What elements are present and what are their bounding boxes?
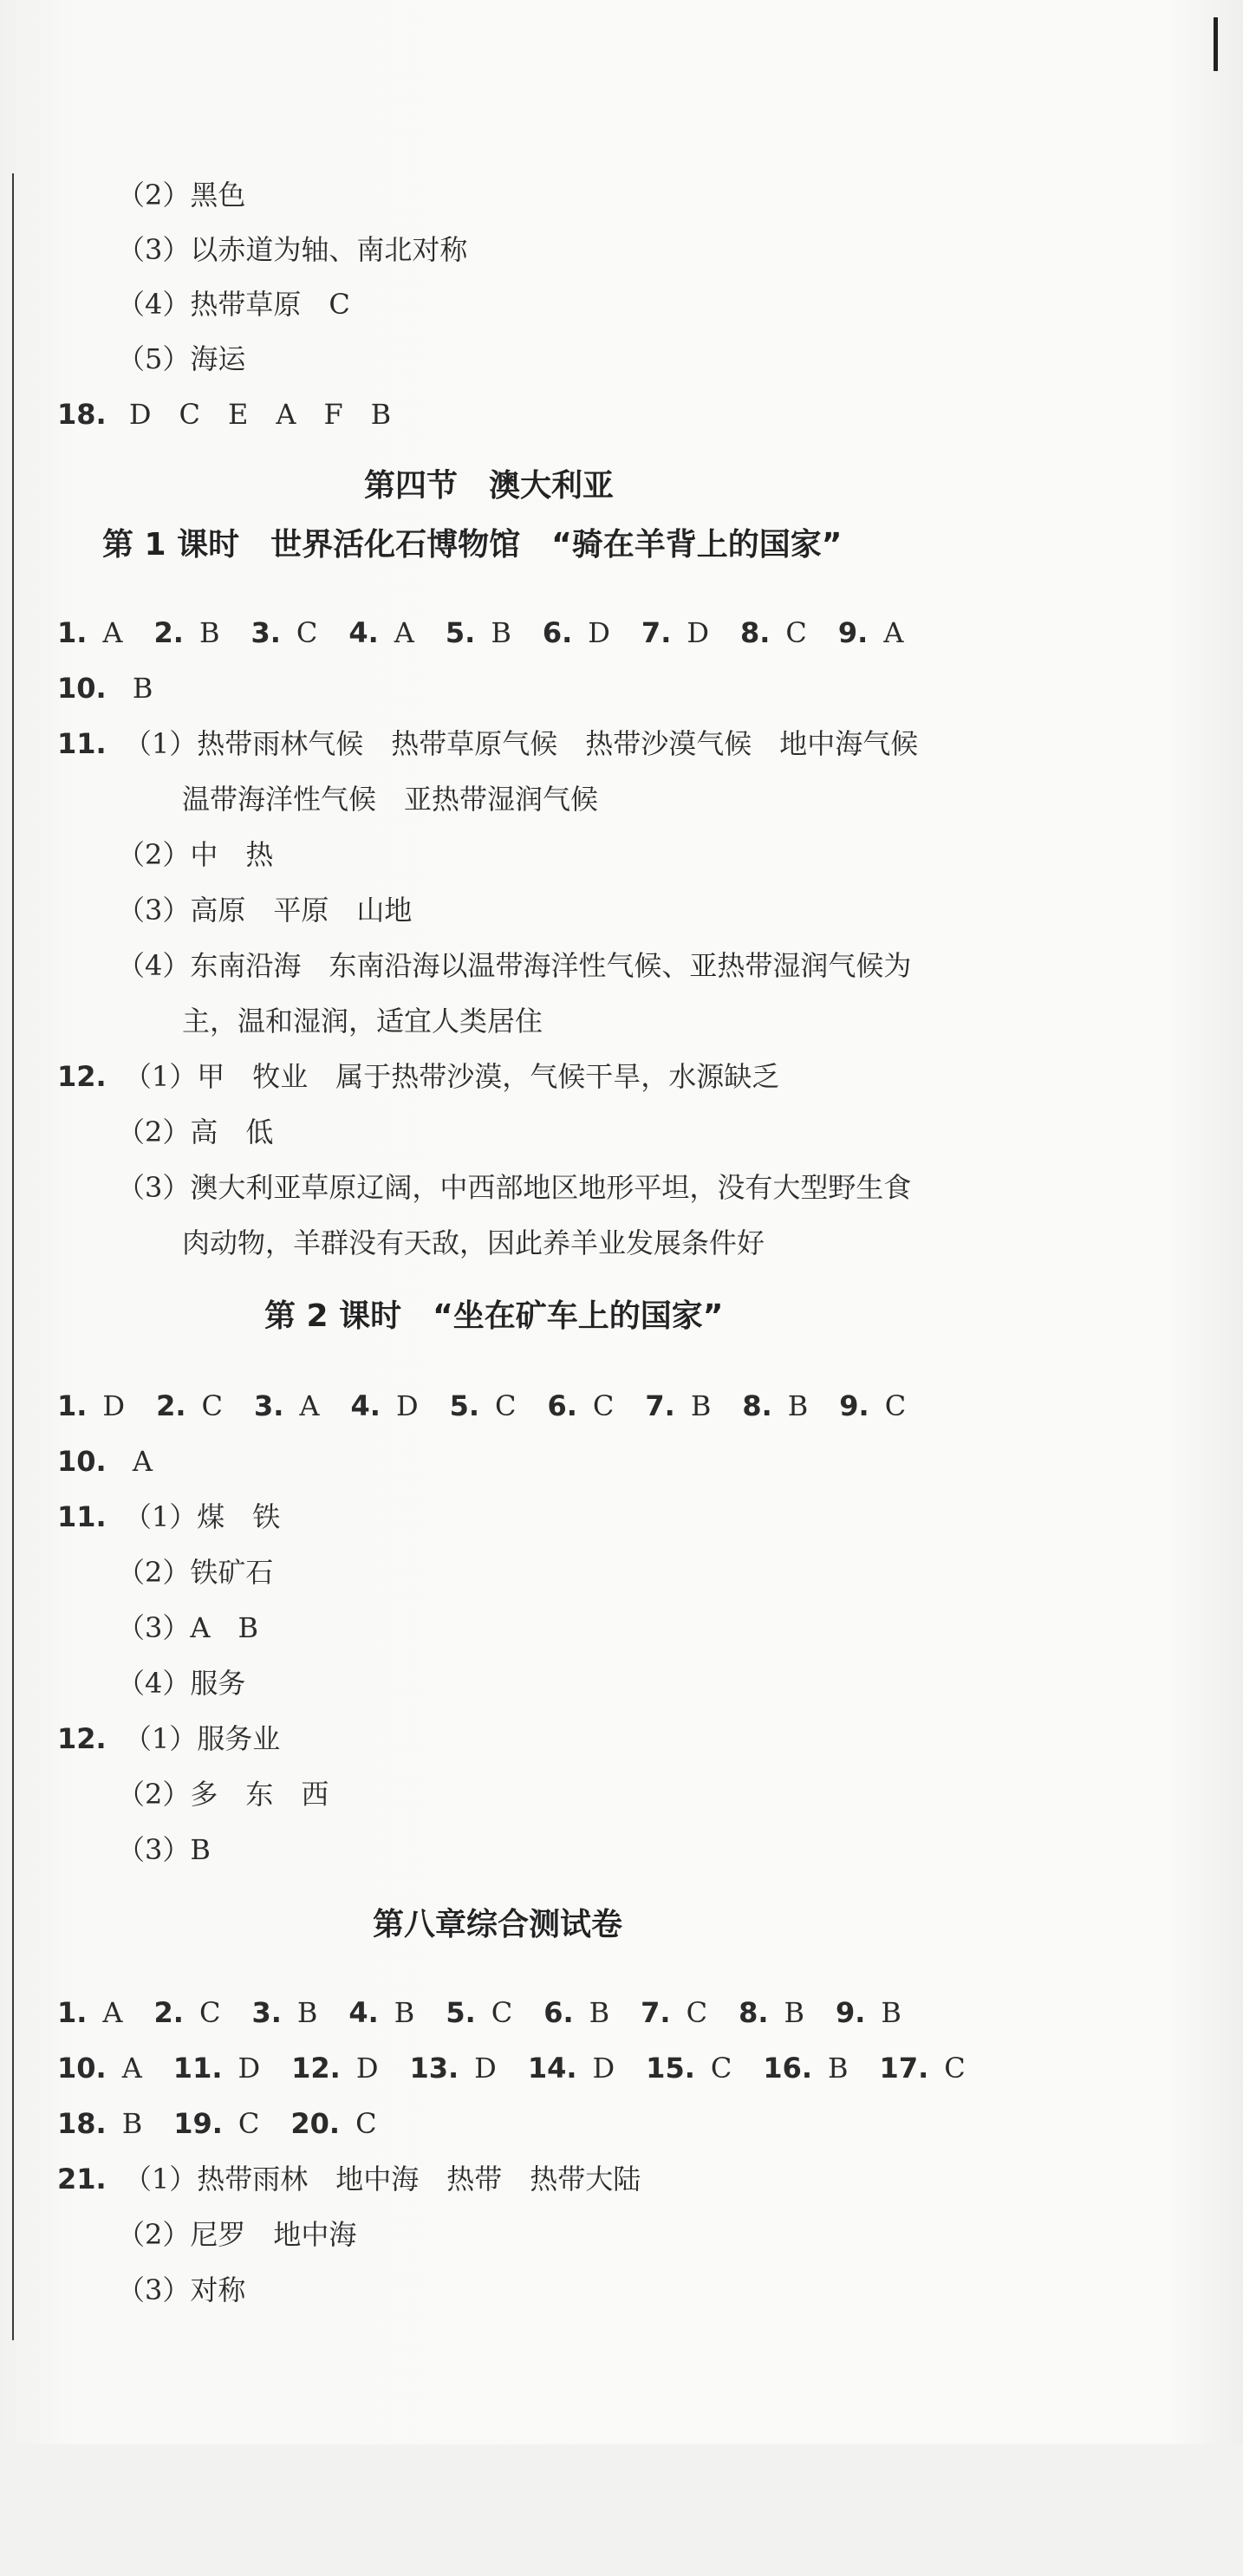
answer-line bbox=[117, 178, 245, 212]
mc-answer bbox=[641, 615, 740, 650]
answer-line: （3）对称 bbox=[117, 2274, 246, 2306]
question-number: 18. bbox=[57, 398, 107, 431]
mc-answer bbox=[739, 1995, 836, 2030]
sub-number: （5） bbox=[117, 342, 191, 375]
corner-mark bbox=[1214, 17, 1218, 71]
answer-line-q18 bbox=[57, 397, 391, 432]
mc-answer bbox=[173, 2106, 290, 2141]
answer-letter: A bbox=[299, 1389, 320, 1422]
question-number: 5. bbox=[445, 616, 476, 649]
answer-letter: C bbox=[296, 616, 318, 649]
mc-answer bbox=[742, 1389, 839, 1423]
mc-answer bbox=[154, 1995, 252, 2030]
lesson-2-title: 第 2 课时 “坐在矿车上的国家” bbox=[264, 1298, 724, 1334]
answer-line: （3）澳大利亚草原辽阔，中西部地区地形平坦，没有大型野生食 bbox=[117, 1171, 912, 1204]
question-number: 3. bbox=[251, 1996, 282, 2029]
mc-answer bbox=[548, 1389, 646, 1423]
question-number: 10. bbox=[57, 672, 107, 705]
answer-letter: C bbox=[201, 1389, 223, 1422]
page-bottom-margin bbox=[0, 2444, 1243, 2576]
answer-letter: D bbox=[588, 616, 610, 649]
answer-line: （2）尼罗 地中海 bbox=[117, 2218, 357, 2251]
question-number: 7. bbox=[645, 1389, 675, 1422]
mc-row bbox=[57, 2106, 408, 2141]
answer-letter: C bbox=[238, 2107, 260, 2140]
mc-answer bbox=[348, 1995, 446, 2030]
question-number: 14. bbox=[527, 2052, 577, 2085]
answer-text: 热带草原 C bbox=[190, 288, 350, 321]
mc-answer bbox=[838, 615, 935, 650]
mc-answer bbox=[880, 2051, 997, 2085]
mc-answer bbox=[251, 1995, 348, 2030]
question-number: 16. bbox=[763, 2052, 813, 2085]
question-number: 15. bbox=[646, 2052, 695, 2085]
mc-answer bbox=[154, 615, 251, 650]
mc-answer bbox=[57, 1389, 156, 1423]
question-number: 6. bbox=[547, 1389, 577, 1422]
mc-answer bbox=[446, 1995, 543, 2030]
answer-line bbox=[57, 1059, 779, 1094]
answer-letter: B bbox=[121, 2107, 143, 2140]
mc-answer bbox=[156, 1389, 254, 1423]
answer-letter: A bbox=[102, 1996, 123, 2029]
answer-text: 黑色 bbox=[190, 179, 246, 211]
section-title: 第四节 澳大利亚 bbox=[364, 468, 615, 504]
sub-number: （3） bbox=[117, 233, 191, 266]
answer-text: （1）服务业 bbox=[123, 1722, 281, 1755]
mc-answer bbox=[254, 1389, 351, 1423]
question-number: 12. bbox=[291, 2052, 341, 2085]
mc-answer bbox=[57, 615, 154, 650]
answer-letter: D bbox=[102, 1389, 126, 1422]
answer-letter: C bbox=[198, 1996, 221, 2029]
question-number: 9. bbox=[836, 1996, 866, 2029]
answer-text: （1）热带雨林气候 热带草原气候 热带沙漠气候 地中海气候 bbox=[123, 727, 919, 760]
answer-letter: B bbox=[787, 1389, 809, 1422]
answer-letter: D bbox=[687, 616, 709, 649]
mc-answer bbox=[290, 2106, 407, 2141]
mc-answer bbox=[291, 2051, 409, 2085]
answer-line: （4）东南沿海 东南沿海以温带海洋性气候、亚热带湿润气候为 bbox=[117, 949, 912, 982]
mc-answer bbox=[543, 1995, 641, 2030]
question-number: 2. bbox=[153, 616, 184, 649]
mc-answer bbox=[450, 1389, 548, 1423]
mc-answer bbox=[528, 2051, 646, 2085]
mc-answer bbox=[57, 1995, 154, 2030]
question-number: 12. bbox=[57, 1060, 107, 1093]
answer-letter: A bbox=[883, 616, 904, 649]
question-number: 9. bbox=[837, 616, 869, 649]
answer-letter: C bbox=[944, 2052, 966, 2085]
answer-line: （3）高原 平原 山地 bbox=[117, 894, 413, 927]
answer-text: （1）热带雨林 地中海 热带 热带大陆 bbox=[123, 2163, 641, 2195]
question-number: 7. bbox=[641, 616, 672, 649]
question-number: 21. bbox=[57, 2163, 107, 2195]
answer-line bbox=[57, 2162, 641, 2196]
question-number: 4. bbox=[350, 1389, 381, 1422]
question-number: 19. bbox=[173, 2107, 223, 2140]
question-number: 5. bbox=[449, 1389, 480, 1422]
answer-line: （2）多 东 西 bbox=[117, 1778, 329, 1811]
mc-row bbox=[57, 1389, 937, 1423]
mc-row bbox=[57, 1995, 933, 2030]
question-number: 17. bbox=[879, 2052, 929, 2085]
answer-line bbox=[57, 1499, 280, 1534]
answer-text: B bbox=[132, 672, 153, 705]
answer-letter: B bbox=[784, 1996, 804, 2029]
answer-text: D C E A F B bbox=[128, 398, 392, 431]
mc-answer bbox=[836, 1995, 933, 2030]
answer-letter: B bbox=[394, 1996, 415, 2029]
answer-text: 以赤道为轴、南北对称 bbox=[190, 233, 468, 266]
answer-line: 肉动物，羊群没有天敌，因此养羊业发展条件好 bbox=[182, 1226, 765, 1259]
chapter-test-title: 第八章综合测试卷 bbox=[373, 1907, 623, 1942]
answer-line: 温带海洋性气候 亚热带湿润气候 bbox=[182, 783, 599, 816]
answer-line bbox=[57, 1444, 153, 1479]
answer-letter: D bbox=[592, 2052, 615, 2085]
mc-answer bbox=[645, 1389, 742, 1423]
question-number: 8. bbox=[740, 616, 771, 649]
question-number: 8. bbox=[742, 1389, 772, 1422]
question-number: 6. bbox=[543, 1996, 574, 2029]
answer-letter: D bbox=[238, 2052, 261, 2085]
answer-line bbox=[57, 726, 918, 761]
mc-answer bbox=[251, 615, 348, 650]
answer-letter: B bbox=[296, 1996, 318, 2029]
sub-number: （2） bbox=[117, 179, 191, 211]
answer-text: 海运 bbox=[190, 342, 246, 375]
answer-line: （2）中 热 bbox=[117, 838, 274, 871]
answer-letter: C bbox=[592, 1389, 615, 1422]
question-number: 11. bbox=[57, 727, 107, 760]
answer-line bbox=[57, 1721, 280, 1756]
mc-answer bbox=[173, 2051, 291, 2085]
answer-letter: C bbox=[884, 1389, 907, 1422]
question-number: 3. bbox=[251, 616, 281, 649]
question-number: 4. bbox=[348, 1996, 379, 2029]
answer-line: （2）铁矿石 bbox=[117, 1556, 274, 1589]
answer-line: （4）服务 bbox=[117, 1667, 246, 1700]
question-number: 1. bbox=[57, 1996, 88, 2029]
question-number: 4. bbox=[348, 616, 379, 649]
question-number: 10. bbox=[57, 1445, 107, 1478]
sub-number: （4） bbox=[117, 288, 191, 321]
question-number: 11. bbox=[57, 1500, 107, 1533]
question-number: 13. bbox=[409, 2052, 459, 2085]
answer-letter: C bbox=[495, 1389, 517, 1422]
answer-text: （1）甲 牧业 属于热带沙漠，气候干旱，水源缺乏 bbox=[123, 1060, 780, 1093]
question-number: 2. bbox=[153, 1996, 184, 2029]
answer-letter: D bbox=[474, 2052, 497, 2085]
answer-letter: A bbox=[121, 2052, 142, 2085]
mc-answer bbox=[446, 615, 543, 650]
question-number: 8. bbox=[739, 1996, 769, 2029]
answer-line bbox=[117, 342, 245, 376]
question-number: 3. bbox=[253, 1389, 284, 1422]
question-number: 6. bbox=[542, 616, 573, 649]
answer-line bbox=[117, 287, 350, 322]
mc-answer bbox=[543, 615, 641, 650]
question-number: 11. bbox=[172, 2052, 223, 2085]
answer-letter: B bbox=[198, 616, 220, 649]
answer-letter: C bbox=[491, 1996, 513, 2029]
answer-letter: C bbox=[355, 2107, 377, 2140]
answer-letter: C bbox=[785, 616, 807, 649]
answer-text: A bbox=[132, 1445, 153, 1478]
answer-letter: B bbox=[491, 616, 511, 649]
question-number: 1. bbox=[57, 1389, 88, 1422]
question-number: 18. bbox=[57, 2107, 107, 2140]
answer-letter: D bbox=[355, 2052, 379, 2085]
answer-text: （1）煤 铁 bbox=[123, 1500, 281, 1533]
answer-letter: D bbox=[395, 1389, 419, 1422]
mc-answer bbox=[839, 1389, 937, 1423]
answer-letter: A bbox=[394, 616, 414, 649]
answer-line bbox=[57, 671, 153, 706]
answer-letter: C bbox=[686, 1996, 708, 2029]
mc-answer bbox=[409, 2051, 527, 2085]
mc-answer bbox=[57, 2106, 173, 2141]
answer-line: （2）高 低 bbox=[117, 1116, 274, 1148]
mc-answer bbox=[763, 2051, 879, 2085]
mc-answer bbox=[348, 615, 446, 650]
question-number: 2. bbox=[156, 1389, 186, 1422]
answer-letter: A bbox=[102, 616, 123, 649]
mc-answer bbox=[351, 1389, 450, 1423]
answer-line: （3）B bbox=[117, 1833, 211, 1866]
question-number: 12. bbox=[57, 1722, 107, 1755]
question-number: 20. bbox=[290, 2107, 341, 2140]
mc-answer bbox=[740, 615, 838, 650]
question-number: 7. bbox=[641, 1996, 671, 2029]
answer-letter: B bbox=[690, 1389, 712, 1422]
mc-answer bbox=[646, 2051, 763, 2085]
mc-row bbox=[57, 2051, 997, 2085]
mc-row bbox=[57, 615, 934, 650]
lesson-1-title: 第 1 课时 世界活化石博物馆 “骑在羊背上的国家” bbox=[102, 527, 843, 563]
question-number: 9. bbox=[839, 1389, 869, 1422]
mc-answer bbox=[57, 2051, 173, 2085]
answer-letter: B bbox=[828, 2052, 849, 2085]
answer-letter: C bbox=[710, 2052, 732, 2085]
answer-line: 主，温和湿润，适宜人类居住 bbox=[182, 1005, 543, 1038]
question-number: 1. bbox=[57, 616, 88, 649]
answer-line: （3）A B bbox=[117, 1611, 258, 1644]
answer-letter: B bbox=[881, 1996, 901, 2029]
answer-line bbox=[117, 232, 467, 267]
question-number: 10. bbox=[57, 2052, 107, 2085]
question-number: 5. bbox=[446, 1996, 476, 2029]
mc-answer bbox=[641, 1995, 739, 2030]
answer-letter: B bbox=[589, 1996, 610, 2029]
binding-rule bbox=[12, 173, 14, 2340]
